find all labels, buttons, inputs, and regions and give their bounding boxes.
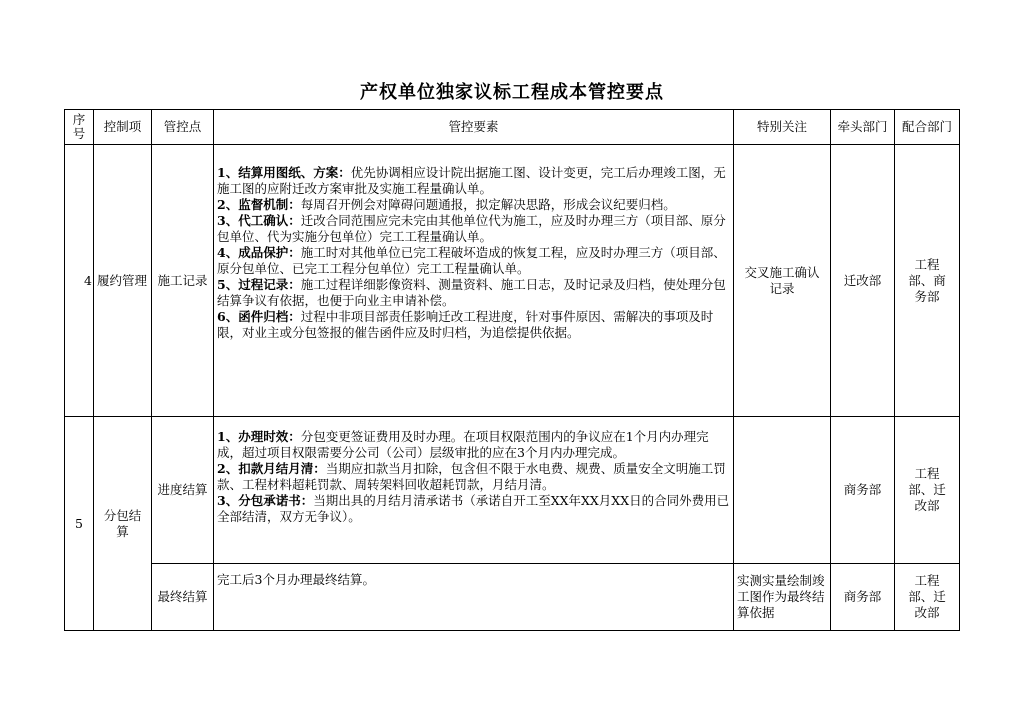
header-support-department: 配合部门: [895, 110, 960, 145]
row-lead-department: 商务部: [831, 417, 895, 564]
document-title: 产权单位独家议标工程成本管控要点: [360, 82, 664, 103]
row-support-department: 工程部、商务部: [895, 145, 960, 417]
row-seq: 5: [65, 417, 94, 631]
header-control-item: 控制项: [94, 110, 152, 145]
row-support-department: 工程部、迁改部: [895, 564, 960, 631]
requirement-item: 5、过程记录：施工过程详细影像资料、测量资料、施工日志，及时记录及归档，使处理分包结算争议有依据，也便于向业主申请补偿。: [217, 277, 726, 308]
cost-control-table: [64, 109, 960, 631]
row-special-attention: [734, 417, 831, 564]
requirement-item: 1、办理时效：分包变更签证费用及时办理。在项目权限范围内的争议应在1个月内办理完成，超过项目权限需要分公司（公司）层级审批的应在3个月内办理完成。: [217, 429, 709, 460]
requirement-item: 4、成品保护：施工时对其他单位已完工程破坏造成的恢复工程，应及时办理三方（项目部、原分包单位、已完工工程分包单位）完工工程量确认单。: [217, 245, 726, 276]
header-control-point: 管控点: [152, 110, 214, 145]
row-control-item: 履约管理: [94, 145, 152, 417]
row-control-item: 分包结算: [94, 417, 152, 631]
requirement-item: 6、函件归档：过程中非项目部责任影响迁改工程进度，针对事件原因、需解决的事项及时限，对业主或分包签报的催告函件应及时归档，为追偿提供依据。: [217, 309, 714, 340]
row-requirements: [214, 145, 734, 417]
requirement-item: 2、扣款月结月清：当期应扣款当月扣除，包含但不限于水电费、规费、质量安全文明施工罚款、工程材料超耗罚款、周转架料回收超耗罚款，月结月清。: [217, 461, 726, 492]
requirement-item: 2、监督机制：每周召开例会对障碍问题通报，拟定解决思路，形成会议纪要归档。: [217, 197, 676, 212]
row-control-point: 最终结算: [152, 564, 214, 631]
header-lead-department: 牵头部门: [831, 110, 895, 145]
requirement-item: 3、分包承诺书：当期出具的月结月清承诺书（承诺自开工至XX年XX月XX日的合同外费用已全部结清，双方无争议）。: [217, 493, 730, 524]
row-special-attention: 交叉施工确认记录: [734, 145, 831, 417]
table-row: [65, 145, 960, 417]
header-seq: 序号: [65, 110, 94, 145]
row-lead-department: 商务部: [831, 564, 895, 631]
row-support-department: 工程部、迁改部: [895, 417, 960, 564]
requirement-item: 3、代工确认：迁改合同范围应完未完由其他单位代为施工，应及时办理三方（项目部、原分包单位、代为实施分包单位）完工工程量确认单。: [217, 213, 726, 244]
row-requirements: [214, 417, 734, 564]
header-special-attention: 特别关注: [734, 110, 831, 145]
table-row: [65, 417, 960, 564]
header-requirements: 管控要素: [214, 110, 734, 145]
row-requirements: 完工后3个月办理最终结算。: [214, 564, 734, 631]
requirement-item: 1、结算用图纸、方案：优先协调相应设计院出据施工图、设计变更，完工后办理竣工图，无施工图的应附迁改方案审批及实施工程量确认单。: [217, 165, 726, 196]
header-row: [65, 110, 960, 145]
row-seq: 4: [65, 145, 94, 417]
table-row: [65, 564, 960, 631]
row-control-point: 施工记录: [152, 145, 214, 417]
row-control-point: 进度结算: [152, 417, 214, 564]
row-lead-department: 迁改部: [831, 145, 895, 417]
row-special-attention: 实测实量绘制竣工图作为最终结算依据: [734, 564, 831, 631]
